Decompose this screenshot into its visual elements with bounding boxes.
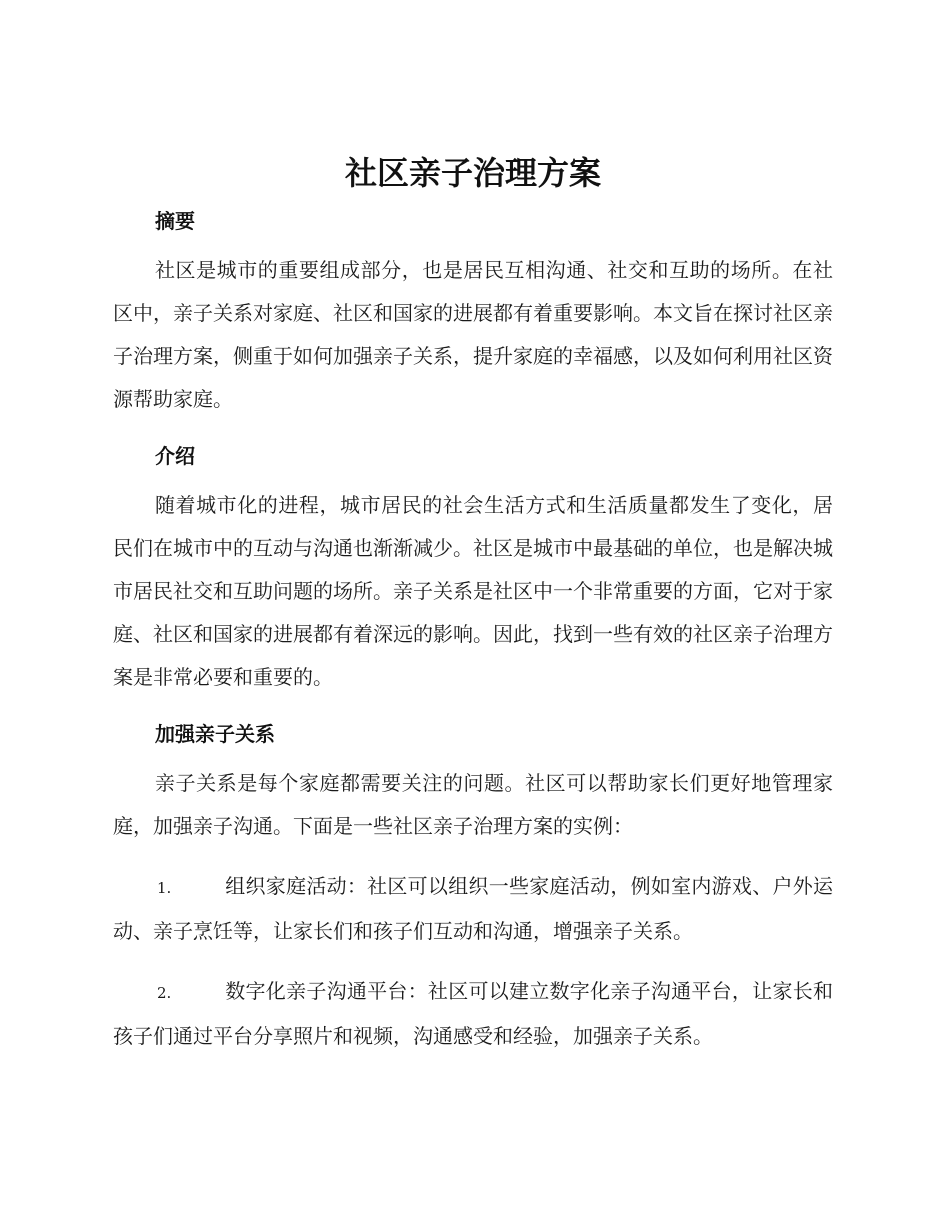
section-heading-introduction: 介绍	[155, 444, 195, 468]
section-heading-abstract: 摘要	[155, 209, 195, 233]
strengthen-relationship-paragraph: 亲子关系是每个家庭都需要关注的问题。社区可以帮助家长们更好地管理家庭，加强亲子沟通。下面是一些社区亲子治理方案的实例：	[113, 771, 833, 838]
document-body	[113, 150, 833, 1058]
list-item-text: 组织家庭活动：社区可以组织一些家庭活动，例如室内游戏、户外运动、亲子烹饪等，让家长们和孩子们互动和沟通，增强亲子关系。	[113, 874, 833, 943]
list-item-text: 数字化亲子沟通平台：社区可以建立数字化亲子沟通平台，让家长和孩子们通过平台分享照片和视频，沟通感受和经验，加强亲子关系。	[113, 979, 833, 1048]
section-heading-strengthen-relationship: 加强亲子关系	[155, 722, 275, 746]
introduction-paragraph: 随着城市化的进程，城市居民的社会生活方式和生活质量都发生了变化，居民们在城市中的互动与沟通也渐渐减少。社区是城市中最基础的单位，也是解决城市居民社交和互助问题的场所。亲子关系是社区中一个非常重要的方面，它对于家庭、社区和国家的进展都有着深远的影响。因此，找到一些有效的社区亲子治理方案是非常必要和重要的。	[113, 493, 833, 689]
list-item	[113, 970, 833, 1058]
list-item-number: 2.	[157, 984, 172, 1002]
document-title: 社区亲子治理方案	[344, 154, 601, 192]
abstract-paragraph: 社区是城市的重要组成部分，也是居民互相沟通、社交和互助的场所。在社区中，亲子关系对家庭、社区和国家的进展都有着重要影响。本文旨在探讨社区亲子治理方案，侧重于如何加强亲子关系，提升家庭的幸福感，以及如何利用社区资源帮助家庭。	[113, 258, 833, 411]
list-item	[113, 865, 833, 953]
list-item-number: 1.	[157, 879, 172, 897]
